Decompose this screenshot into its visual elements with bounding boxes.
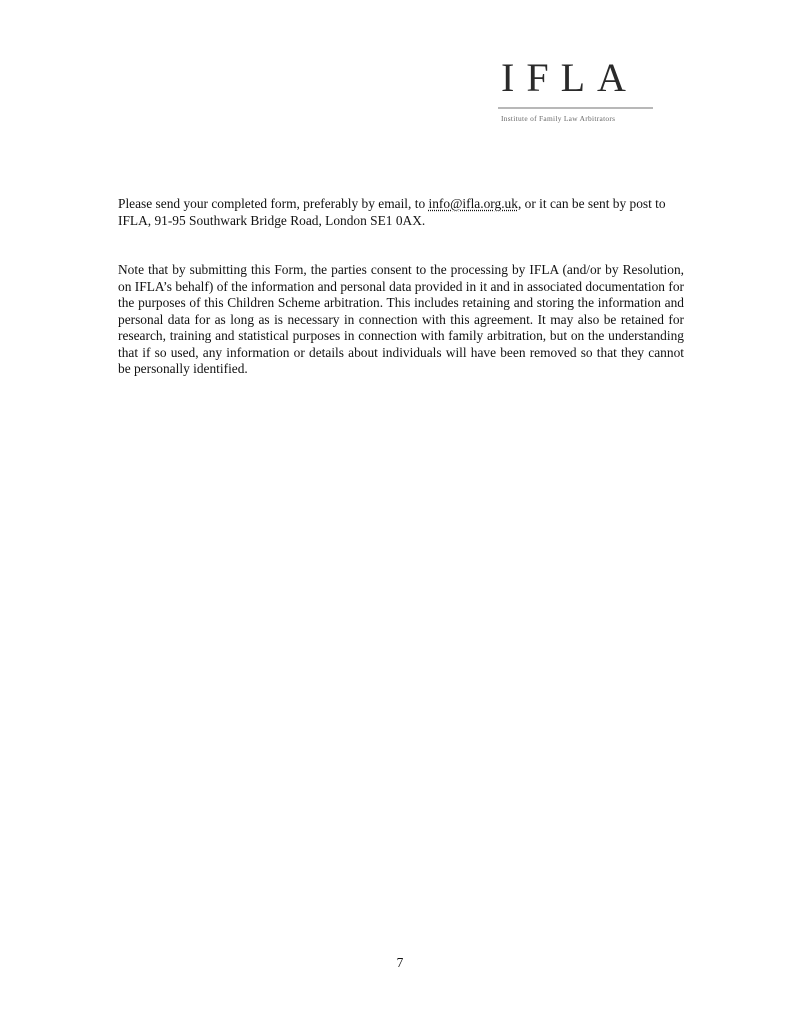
consent-note: Note that by submitting this Form, the parties consent to the processing by IFLA (and/or by Resolution, on IFLA’s behalf) of the information and personal data provided in it and in associated documentation for the purposes of this Children Scheme arbitration. This includes retaining and storing the information and personal data for as long as is necessary in connection with this agreement. It may also be retained for research, training and statistical purposes in connection with family arbitration, but on the understanding that if so used, any information or details about individuals will have been removed so that they cannot be personally identified.: [118, 262, 684, 376]
submission-text-before: Please send your completed form, preferably by email, to: [118, 196, 429, 211]
email-link[interactable]: info@ifla.org.uk: [428, 196, 518, 211]
submission-text-after: , or it can be sent by post to IFLA, 91-95 Southwark Bridge Road, London SE1 0AX.: [118, 196, 666, 228]
logo-mark: IFLA: [501, 55, 638, 100]
logo-subtitle: Institute of Family Law Arbitrators: [501, 114, 616, 123]
logo-divider: [498, 107, 653, 109]
page-number: 7: [396, 955, 404, 970]
submission-instructions: [118, 196, 684, 229]
ifla-logo: [498, 55, 656, 123]
